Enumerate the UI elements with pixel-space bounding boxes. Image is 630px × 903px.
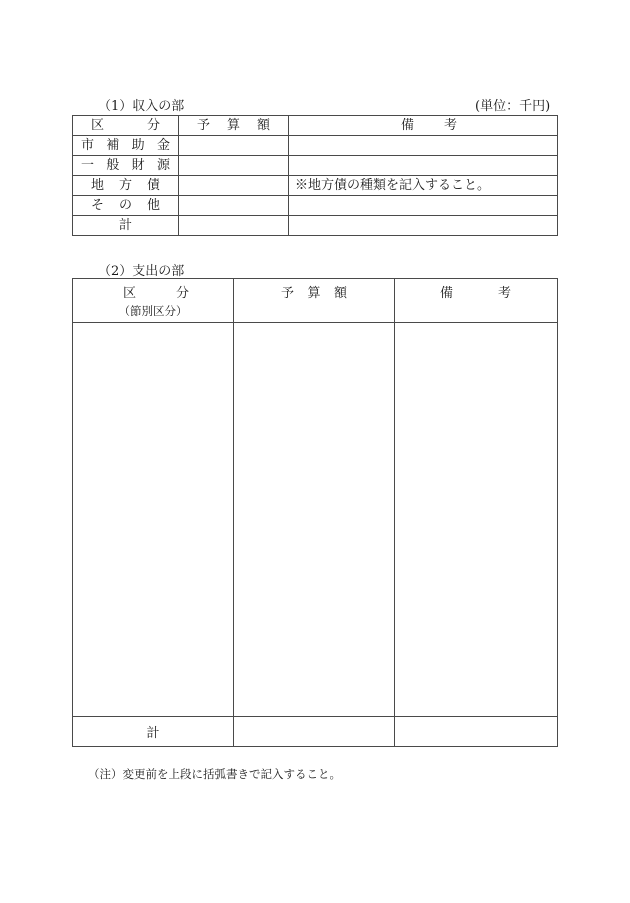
income-row <box>73 196 558 216</box>
income-section-heading: （1）収入の部 <box>98 99 185 114</box>
income-row <box>73 136 558 156</box>
income-header-remarks-label <box>289 116 557 135</box>
income-row <box>73 156 558 176</box>
label-char: 金 <box>156 138 170 153</box>
income-row <box>73 176 558 196</box>
income-row-budget[interactable] <box>179 156 289 176</box>
income-row-category <box>73 136 179 156</box>
expense-total-row <box>73 717 558 747</box>
income-row-category-label <box>73 156 178 175</box>
header-char: 備 <box>401 118 415 133</box>
label-char: 他 <box>146 198 160 213</box>
header-char: 分 <box>175 286 189 301</box>
expense-header-remarks-label <box>395 282 557 301</box>
expense-header-budget <box>234 279 395 323</box>
header-char: 算 <box>226 118 240 133</box>
expense-header-remarks <box>395 279 558 323</box>
expense-category-cell[interactable] <box>73 323 234 717</box>
header-char: 区 <box>123 286 137 301</box>
header-char: 分 <box>146 118 160 133</box>
income-row-category-label <box>73 136 178 155</box>
label-char: 源 <box>156 158 170 173</box>
income-total-label: 計 <box>73 216 179 236</box>
label-char: 方 <box>118 178 132 193</box>
header-char: 額 <box>333 286 347 301</box>
income-header-budget <box>179 116 289 136</box>
income-header-category <box>73 116 179 136</box>
header-char: 予 <box>197 118 211 133</box>
label-char: 市 <box>81 138 95 153</box>
income-row-category-label <box>73 196 178 215</box>
expense-budget-cell[interactable] <box>234 323 395 717</box>
label-char: 一 <box>81 158 95 173</box>
expense-header-category-sub: （節別区分） <box>118 304 188 318</box>
expense-section-heading: （2）支出の部 <box>98 264 185 279</box>
label-char: 財 <box>131 158 145 173</box>
expense-body-row <box>73 323 558 717</box>
label-char: 補 <box>106 138 120 153</box>
header-char: 算 <box>307 286 321 301</box>
income-row-category-label <box>73 176 178 195</box>
label-char: 地 <box>91 178 105 193</box>
expense-header-budget-label <box>234 282 394 301</box>
header-char: 備 <box>440 286 454 301</box>
income-total-budget[interactable] <box>179 216 289 236</box>
income-row-category <box>73 196 179 216</box>
income-total-remarks[interactable] <box>289 216 558 236</box>
income-row-budget[interactable] <box>179 196 289 216</box>
income-row-remarks[interactable]: ※地方債の種類を記入すること。 <box>289 176 558 196</box>
header-char: 考 <box>443 118 457 133</box>
expense-header-category-label <box>73 282 233 301</box>
income-row-remarks[interactable] <box>289 156 558 176</box>
label-char: の <box>118 198 132 213</box>
header-char: 考 <box>497 286 511 301</box>
expense-table <box>72 278 558 747</box>
expense-total-label: 計 <box>73 717 234 747</box>
income-table <box>72 115 558 236</box>
income-row-category <box>73 176 179 196</box>
expense-remarks-cell[interactable] <box>395 323 558 717</box>
expense-header-row <box>73 279 558 323</box>
header-char: 予 <box>281 286 295 301</box>
income-header-budget-label <box>179 116 288 135</box>
label-char: 助 <box>131 138 145 153</box>
header-char: 額 <box>256 118 270 133</box>
income-row-category <box>73 156 179 176</box>
header-char: 区 <box>91 118 105 133</box>
income-row-remarks[interactable] <box>289 196 558 216</box>
income-header-row <box>73 116 558 136</box>
label-char: 債 <box>146 178 160 193</box>
income-total-row <box>73 216 558 236</box>
footnote: （注）変更前を上段に括弧書きで記入すること。 <box>88 767 341 781</box>
expense-header-category <box>73 279 234 323</box>
unit-label: (単位：千円) <box>475 99 551 114</box>
income-header-category-label <box>73 116 178 135</box>
label-char: そ <box>91 198 105 213</box>
income-row-budget[interactable] <box>179 176 289 196</box>
income-row-budget[interactable] <box>179 136 289 156</box>
income-row-remarks[interactable] <box>289 136 558 156</box>
income-header-remarks <box>289 116 558 136</box>
label-char: 般 <box>106 158 120 173</box>
expense-total-remarks[interactable] <box>395 717 558 747</box>
expense-total-budget[interactable] <box>234 717 395 747</box>
